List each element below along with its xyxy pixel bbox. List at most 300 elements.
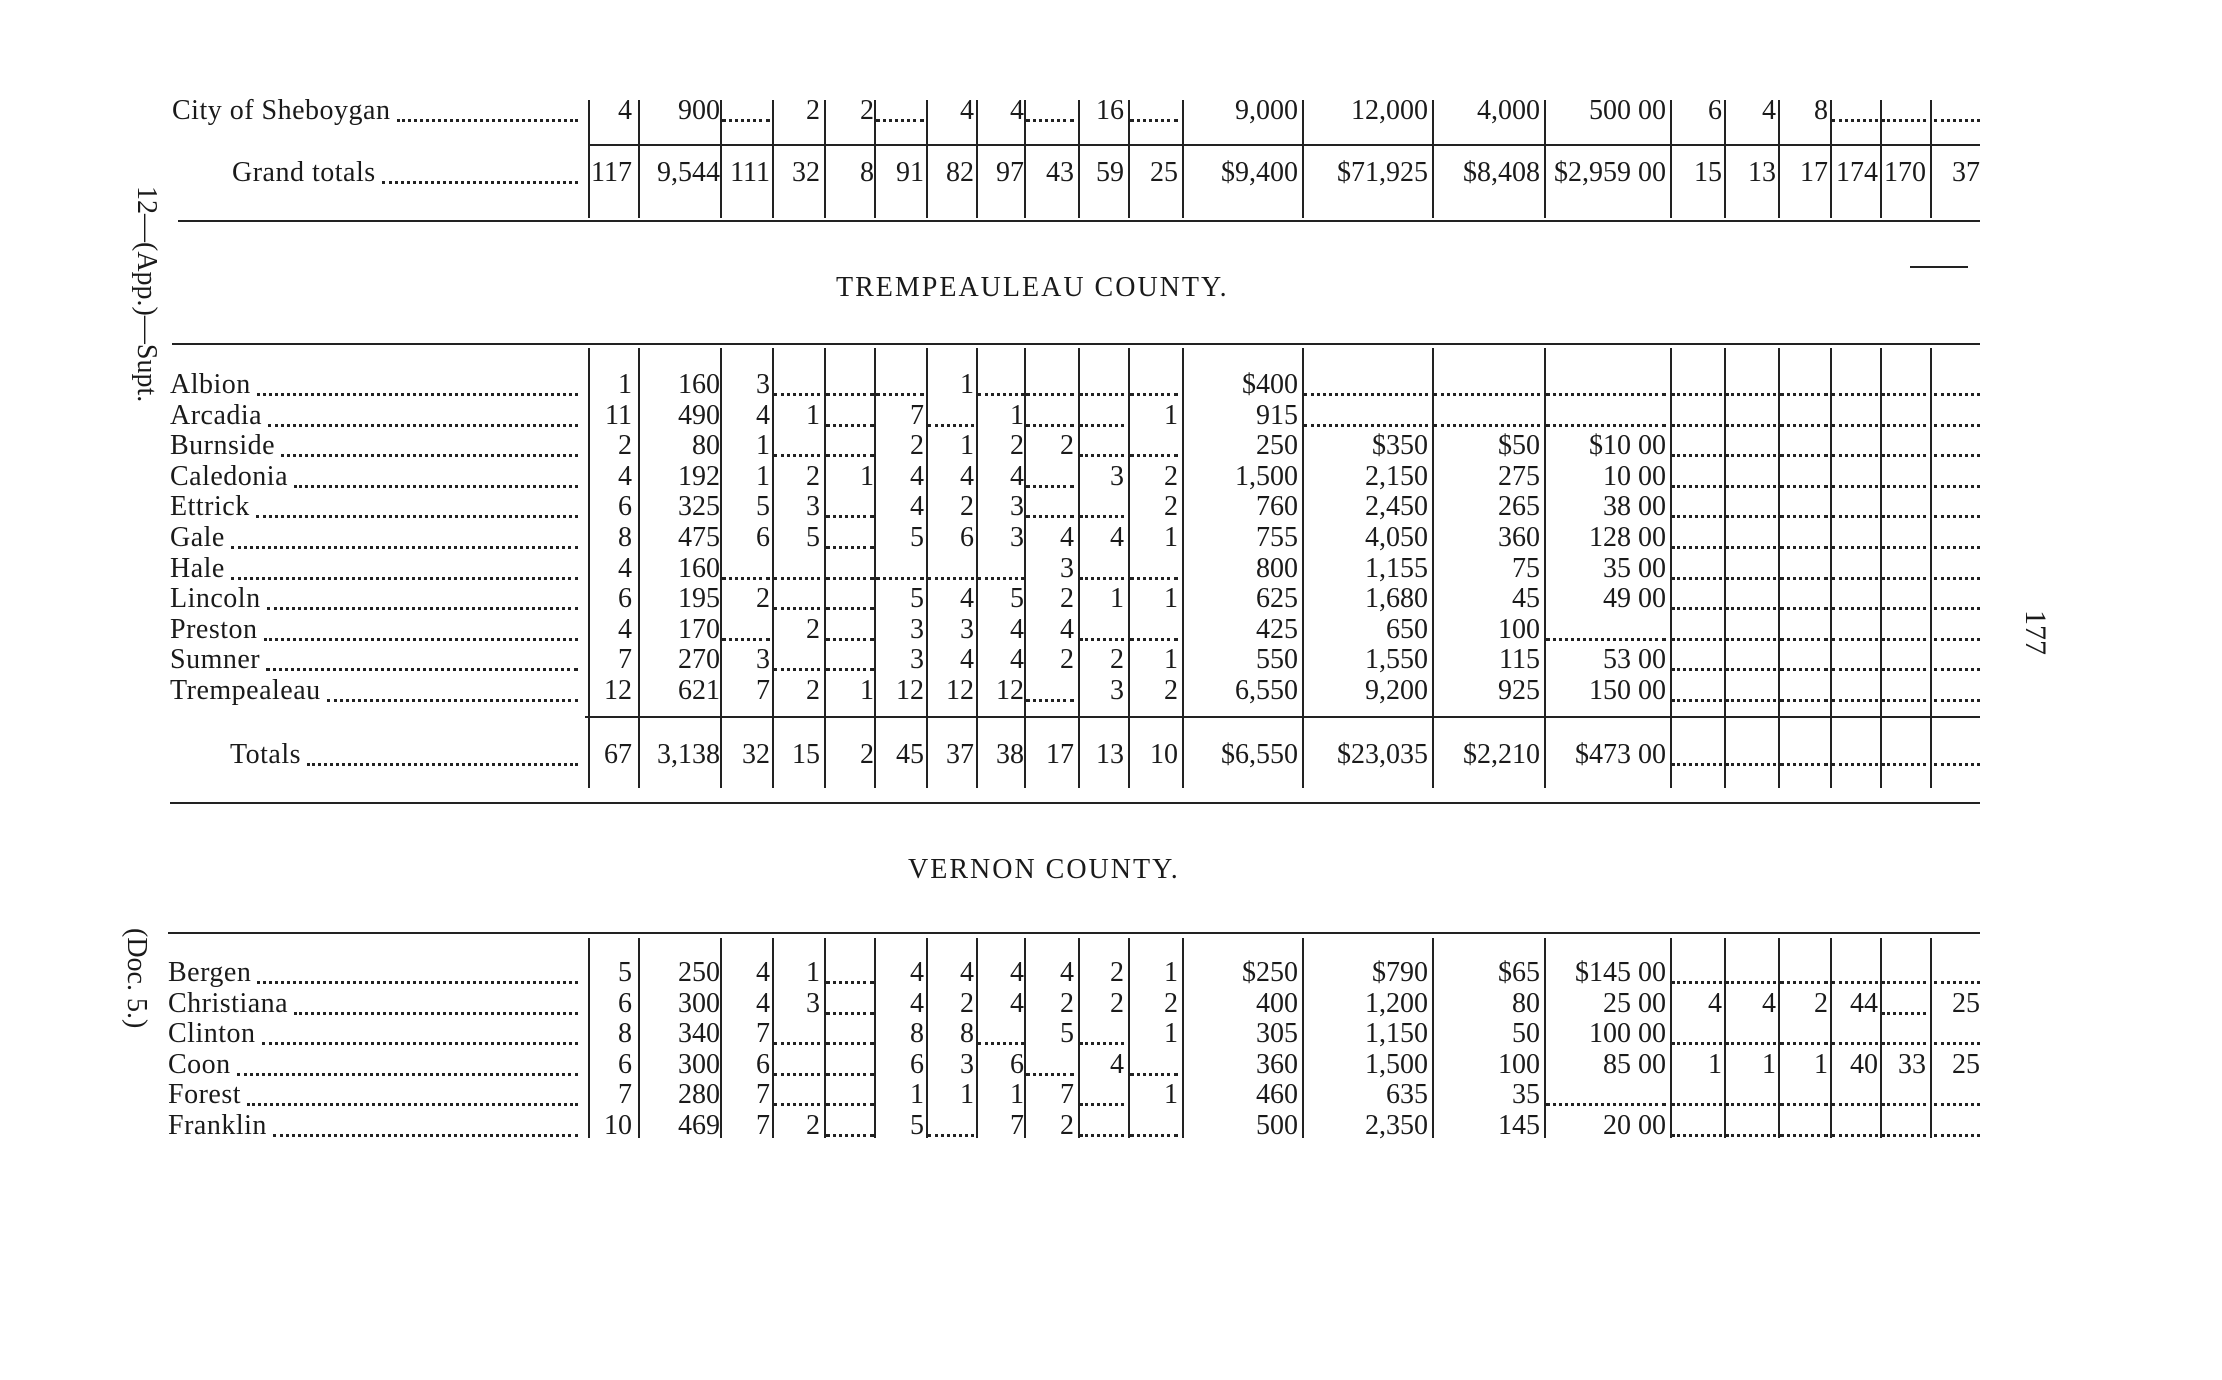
value-cell: 4 — [960, 460, 974, 492]
value-cell: 800 — [1256, 552, 1298, 584]
empty-cell — [1726, 608, 1776, 641]
value-cell: 8 — [618, 1018, 632, 1050]
value-cell: 1 — [910, 1079, 924, 1111]
value-cell: 3 — [1010, 491, 1024, 523]
value-cell: $9,400 — [1221, 157, 1298, 188]
value-cell: 2 — [1010, 430, 1024, 462]
value-cell: 3,138 — [657, 739, 720, 770]
value-cell: 38 — [996, 739, 1024, 770]
value-cell: 915 — [1256, 399, 1298, 431]
rule-trempealeau-totals — [585, 716, 1980, 718]
value-cell: 100 — [1498, 613, 1540, 645]
empty-cell — [1934, 733, 1980, 766]
empty-cell — [1832, 1012, 1878, 1045]
value-cell: 4 — [618, 95, 632, 126]
value-cell: 1 — [1164, 583, 1178, 615]
value-cell: 80 — [692, 430, 720, 462]
value-cell: 10 00 — [1603, 460, 1666, 492]
empty-cell — [1934, 516, 1980, 549]
value-cell: 25 — [1952, 987, 1980, 1019]
value-cell: $473 00 — [1575, 739, 1666, 770]
empty-cell — [1832, 363, 1878, 396]
rule-right-dash — [1910, 266, 1968, 268]
empty-cell — [774, 638, 820, 671]
value-cell: $145 00 — [1575, 957, 1666, 988]
empty-cell — [826, 577, 874, 610]
empty-cell — [978, 1012, 1024, 1045]
empty-cell — [1832, 669, 1878, 702]
empty-cell — [1832, 951, 1878, 984]
row-label: Arcadia — [170, 399, 263, 431]
empty-cell — [826, 363, 874, 396]
value-cell: $250 — [1242, 957, 1298, 988]
leader-dots — [397, 89, 579, 122]
empty-cell — [1130, 89, 1178, 122]
value-cell: 4 — [756, 957, 770, 988]
empty-cell — [1726, 485, 1776, 518]
value-cell: 8 — [618, 522, 632, 553]
row-label: Totals — [230, 739, 302, 770]
empty-cell — [1832, 547, 1878, 580]
leader-dots — [307, 733, 578, 766]
empty-cell — [1780, 951, 1828, 984]
value-cell: 2 — [1164, 987, 1178, 1019]
value-cell: 7 — [756, 1110, 770, 1141]
value-cell: 2 — [806, 675, 820, 706]
empty-cell — [1882, 608, 1926, 641]
value-cell: 1 — [1010, 1079, 1024, 1111]
value-cell: 2 — [756, 583, 770, 615]
empty-cell — [1672, 455, 1722, 488]
empty-cell — [826, 1012, 874, 1045]
value-cell: 1 — [1010, 399, 1024, 431]
empty-cell — [1934, 669, 1980, 702]
empty-cell — [1726, 547, 1776, 580]
empty-cell — [1934, 485, 1980, 518]
empty-cell — [826, 1104, 874, 1137]
empty-cell — [826, 1043, 874, 1076]
value-cell: 10 — [604, 1110, 632, 1141]
value-cell: 5 — [1060, 1018, 1074, 1050]
value-cell: 300 — [678, 987, 720, 1019]
value-cell: 1 — [860, 675, 874, 706]
value-cell: 500 — [1256, 1110, 1298, 1141]
value-cell: 2 — [1164, 460, 1178, 492]
value-cell: 160 — [678, 552, 720, 584]
rule-vernon-top — [168, 932, 1980, 934]
row-label: City of Sheboygan — [172, 95, 391, 126]
empty-cell — [1672, 608, 1722, 641]
value-cell: 360 — [1498, 522, 1540, 553]
value-cell: 425 — [1256, 613, 1298, 645]
empty-cell — [1672, 577, 1722, 610]
row-label: Lincoln — [170, 583, 261, 615]
value-cell: 12 — [996, 675, 1024, 706]
value-cell: 53 00 — [1603, 644, 1666, 676]
empty-cell — [1546, 363, 1666, 396]
empty-cell — [1672, 638, 1722, 671]
leader-dots — [256, 485, 578, 518]
empty-cell — [1726, 638, 1776, 671]
empty-cell — [1080, 394, 1124, 427]
value-cell: 4 — [910, 460, 924, 492]
empty-cell — [928, 547, 974, 580]
value-cell: 3 — [910, 613, 924, 645]
empty-cell — [1080, 1104, 1124, 1137]
value-cell: 1 — [618, 369, 632, 400]
value-cell: 550 — [1256, 644, 1298, 676]
value-cell: 7 — [618, 1079, 632, 1111]
value-cell: 755 — [1256, 522, 1298, 553]
leader-dots — [262, 1012, 578, 1045]
empty-cell — [1934, 424, 1980, 457]
value-cell: 2,450 — [1365, 491, 1428, 523]
value-cell: 6 — [618, 987, 632, 1019]
empty-cell — [1726, 363, 1776, 396]
value-cell: 1 — [960, 430, 974, 462]
leader-dots — [281, 424, 578, 457]
empty-cell — [1832, 455, 1878, 488]
value-cell: 2 — [806, 460, 820, 492]
value-cell: 1 — [960, 1079, 974, 1111]
value-cell: 5 — [756, 491, 770, 523]
empty-cell — [1130, 424, 1178, 457]
value-cell: 16 — [1096, 95, 1124, 126]
row-label: Burnside — [170, 430, 276, 462]
empty-cell — [1934, 608, 1980, 641]
value-cell: 12 — [946, 675, 974, 706]
empty-cell — [1934, 394, 1980, 427]
value-cell: 2 — [806, 613, 820, 645]
empty-cell — [1672, 394, 1722, 427]
value-cell: 625 — [1256, 583, 1298, 615]
empty-cell — [1726, 455, 1776, 488]
value-cell: 300 — [678, 1048, 720, 1080]
value-cell: 8 — [910, 1018, 924, 1050]
empty-cell — [1546, 394, 1666, 427]
value-cell: 1,680 — [1365, 583, 1428, 615]
rule-sheboygan-bottom — [178, 220, 1980, 222]
value-cell: 50 — [1512, 1018, 1540, 1050]
empty-cell — [774, 1012, 820, 1045]
value-cell: 15 — [792, 739, 820, 770]
value-cell: 4 — [960, 95, 974, 126]
value-cell: 2 — [1060, 987, 1074, 1019]
value-cell: 6 — [910, 1048, 924, 1080]
empty-cell — [1882, 455, 1926, 488]
value-cell: 621 — [678, 675, 720, 706]
value-cell: 160 — [678, 369, 720, 400]
empty-cell — [1672, 733, 1722, 766]
value-cell: 2 — [1060, 583, 1074, 615]
leader-dots — [267, 577, 578, 610]
value-cell: 82 — [946, 157, 974, 188]
value-cell: 4 — [960, 583, 974, 615]
value-cell: 1 — [1110, 583, 1124, 615]
empty-cell — [1546, 1073, 1666, 1106]
empty-cell — [1882, 516, 1926, 549]
empty-cell — [1080, 547, 1124, 580]
empty-cell — [1882, 89, 1926, 122]
value-cell: 1 — [1762, 1048, 1776, 1080]
rule-trempealeau-top — [172, 343, 1980, 345]
empty-cell — [1832, 577, 1878, 610]
value-cell: 7 — [1060, 1079, 1074, 1111]
value-cell: 4 — [1010, 957, 1024, 988]
value-cell: 4 — [1110, 1048, 1124, 1080]
table-row-totals — [0, 740, 2222, 770]
value-cell: 5 — [910, 522, 924, 553]
empty-cell — [826, 638, 874, 671]
leader-dots — [382, 151, 578, 184]
empty-cell — [1080, 363, 1124, 396]
value-cell: 1,500 — [1235, 460, 1298, 492]
empty-cell — [1882, 1073, 1926, 1106]
row-label: Clinton — [168, 1018, 256, 1050]
value-cell: 2 — [1110, 957, 1124, 988]
empty-cell — [1672, 1104, 1722, 1137]
empty-cell — [1780, 733, 1828, 766]
empty-cell — [1780, 424, 1828, 457]
value-cell: 5 — [910, 583, 924, 615]
leader-dots — [257, 951, 578, 984]
value-cell: 1 — [806, 957, 820, 988]
empty-cell — [1832, 394, 1878, 427]
value-cell: $50 — [1498, 430, 1540, 462]
empty-cell — [1882, 669, 1926, 702]
row-label: Sumner — [170, 644, 261, 676]
empty-cell — [1726, 394, 1776, 427]
value-cell: $6,550 — [1221, 739, 1298, 770]
value-cell: 4,000 — [1477, 95, 1540, 126]
value-cell: 6 — [756, 1048, 770, 1080]
value-cell: 1 — [1164, 1018, 1178, 1050]
empty-cell — [1780, 363, 1828, 396]
row-label: Trempealeau — [170, 675, 321, 706]
value-cell: 37 — [946, 739, 974, 770]
empty-cell — [1026, 89, 1074, 122]
value-cell: 5 — [806, 522, 820, 553]
empty-cell — [1780, 394, 1828, 427]
value-cell: 1,500 — [1365, 1048, 1428, 1080]
empty-cell — [1934, 89, 1980, 122]
empty-cell — [876, 363, 924, 396]
value-cell: 115 — [1499, 644, 1540, 676]
empty-cell — [1780, 547, 1828, 580]
value-cell: 4 — [960, 644, 974, 676]
value-cell: 12 — [604, 675, 632, 706]
empty-cell — [1780, 455, 1828, 488]
empty-cell — [1882, 951, 1926, 984]
value-cell: 192 — [678, 460, 720, 492]
value-cell: 760 — [1256, 491, 1298, 523]
value-cell: 4 — [1110, 522, 1124, 553]
value-cell: 925 — [1498, 675, 1540, 706]
empty-cell — [1934, 951, 1980, 984]
value-cell: 4 — [618, 613, 632, 645]
value-cell: 1,550 — [1365, 644, 1428, 676]
empty-cell — [1672, 951, 1722, 984]
leader-dots — [231, 547, 578, 580]
value-cell: 469 — [678, 1110, 720, 1141]
leader-dots — [294, 982, 578, 1015]
empty-cell — [774, 363, 820, 396]
value-cell: 17 — [1046, 739, 1074, 770]
value-cell: 360 — [1256, 1048, 1298, 1080]
value-cell: 2 — [806, 1110, 820, 1141]
value-cell: 2 — [1164, 675, 1178, 706]
value-cell: $71,925 — [1337, 157, 1428, 188]
value-cell: 3 — [1010, 522, 1024, 553]
empty-cell — [1726, 1012, 1776, 1045]
value-cell: 195 — [678, 583, 720, 615]
value-cell: 3 — [910, 644, 924, 676]
empty-cell — [1832, 1073, 1878, 1106]
empty-cell — [1882, 638, 1926, 671]
value-cell: 170 — [1884, 157, 1926, 188]
value-cell: 4 — [1762, 95, 1776, 126]
empty-cell — [1780, 516, 1828, 549]
empty-cell — [826, 547, 874, 580]
empty-cell — [826, 982, 874, 1015]
value-cell: 7 — [1010, 1110, 1024, 1141]
empty-cell — [1026, 669, 1074, 702]
empty-cell — [1080, 1012, 1124, 1045]
leader-dots — [273, 1104, 578, 1137]
value-cell: 2 — [860, 95, 874, 126]
value-cell: 45 — [896, 739, 924, 770]
empty-cell — [876, 547, 924, 580]
value-cell: 4 — [960, 957, 974, 988]
empty-cell — [1832, 733, 1878, 766]
county-title-vernon: VERNON COUNTY. — [908, 854, 1180, 885]
value-cell: 3 — [1110, 675, 1124, 706]
value-cell: 2 — [960, 491, 974, 523]
value-cell: 2 — [806, 95, 820, 126]
empty-cell — [1882, 485, 1926, 518]
value-cell: 12 — [896, 675, 924, 706]
value-cell: 1 — [960, 369, 974, 400]
table-row-grand-totals — [0, 158, 2222, 188]
value-cell: 460 — [1256, 1079, 1298, 1111]
value-cell: 35 00 — [1603, 552, 1666, 584]
value-cell: 5 — [1010, 583, 1024, 615]
value-cell: 4 — [1060, 957, 1074, 988]
row-label: Coon — [168, 1048, 231, 1080]
value-cell: 4 — [910, 957, 924, 988]
value-cell: 4 — [1010, 644, 1024, 676]
leader-dots — [268, 394, 578, 427]
value-cell: 4 — [1010, 613, 1024, 645]
value-cell: 3 — [806, 987, 820, 1019]
value-cell: 2 — [1110, 644, 1124, 676]
value-cell: 1 — [756, 460, 770, 492]
empty-cell — [826, 1073, 874, 1106]
value-cell: 2 — [1164, 491, 1178, 523]
value-cell: 650 — [1386, 613, 1428, 645]
leader-dots — [266, 638, 578, 671]
value-cell: 2 — [860, 739, 874, 770]
value-cell: 270 — [678, 644, 720, 676]
value-cell: 11 — [605, 399, 632, 431]
empty-cell — [1130, 363, 1178, 396]
empty-cell — [826, 485, 874, 518]
empty-cell — [826, 516, 874, 549]
value-cell: 1 — [1164, 522, 1178, 553]
empty-cell — [1026, 363, 1074, 396]
value-cell: 3 — [756, 369, 770, 400]
empty-cell — [1026, 394, 1074, 427]
leader-dots — [247, 1073, 578, 1106]
value-cell: 4 — [618, 552, 632, 584]
empty-cell — [1882, 733, 1926, 766]
empty-cell — [1934, 455, 1980, 488]
value-cell: 1 — [1814, 1048, 1828, 1080]
value-cell: 2 — [618, 430, 632, 462]
empty-cell — [1026, 1043, 1074, 1076]
value-cell: 475 — [678, 522, 720, 553]
empty-cell — [1130, 1104, 1178, 1137]
value-cell: 15 — [1694, 157, 1722, 188]
value-cell: 275 — [1498, 460, 1540, 492]
value-cell: 1 — [860, 460, 874, 492]
leader-dots — [237, 1043, 578, 1076]
value-cell: 20 00 — [1603, 1110, 1666, 1141]
margin-note-appendix: 12—(App.)—Supt. — [131, 186, 162, 403]
value-cell: 2 — [1110, 987, 1124, 1019]
empty-cell — [1780, 1073, 1828, 1106]
value-cell: $10 00 — [1589, 430, 1666, 462]
empty-cell — [826, 951, 874, 984]
value-cell: 25 — [1952, 1048, 1980, 1080]
county-title-trempealeau: TREMPEAULEAU COUNTY. — [836, 272, 1229, 303]
value-cell: 44 — [1850, 987, 1878, 1019]
value-cell: 1 — [806, 399, 820, 431]
value-cell: $2,959 00 — [1554, 157, 1666, 188]
value-cell: 35 — [1512, 1079, 1540, 1111]
value-cell: 280 — [678, 1079, 720, 1111]
leader-dots — [264, 608, 579, 641]
value-cell: 150 00 — [1589, 675, 1666, 706]
value-cell: 6,550 — [1235, 675, 1298, 706]
value-cell: 4 — [1762, 987, 1776, 1019]
value-cell: 1 — [756, 430, 770, 462]
value-cell: 10 — [1150, 739, 1178, 770]
value-cell: 2 — [960, 987, 974, 1019]
empty-cell — [1934, 1104, 1980, 1137]
leader-dots — [327, 669, 578, 702]
value-cell: 17 — [1800, 157, 1828, 188]
value-cell: 100 — [1498, 1048, 1540, 1080]
empty-cell — [722, 608, 770, 641]
empty-cell — [978, 547, 1024, 580]
value-cell: 45 — [1512, 583, 1540, 615]
leader-dots — [231, 516, 578, 549]
empty-cell — [1026, 455, 1074, 488]
value-cell: 6 — [618, 491, 632, 523]
value-cell: 38 00 — [1603, 491, 1666, 523]
empty-cell — [876, 89, 924, 122]
value-cell: 7 — [756, 1018, 770, 1050]
value-cell: 3 — [806, 491, 820, 523]
empty-cell — [1934, 1073, 1980, 1106]
value-cell: 170 — [678, 613, 720, 645]
value-cell: 1,155 — [1365, 552, 1428, 584]
row-label: Preston — [170, 613, 258, 645]
empty-cell — [1832, 89, 1878, 122]
value-cell: 4 — [756, 987, 770, 1019]
table-row — [0, 676, 2222, 706]
